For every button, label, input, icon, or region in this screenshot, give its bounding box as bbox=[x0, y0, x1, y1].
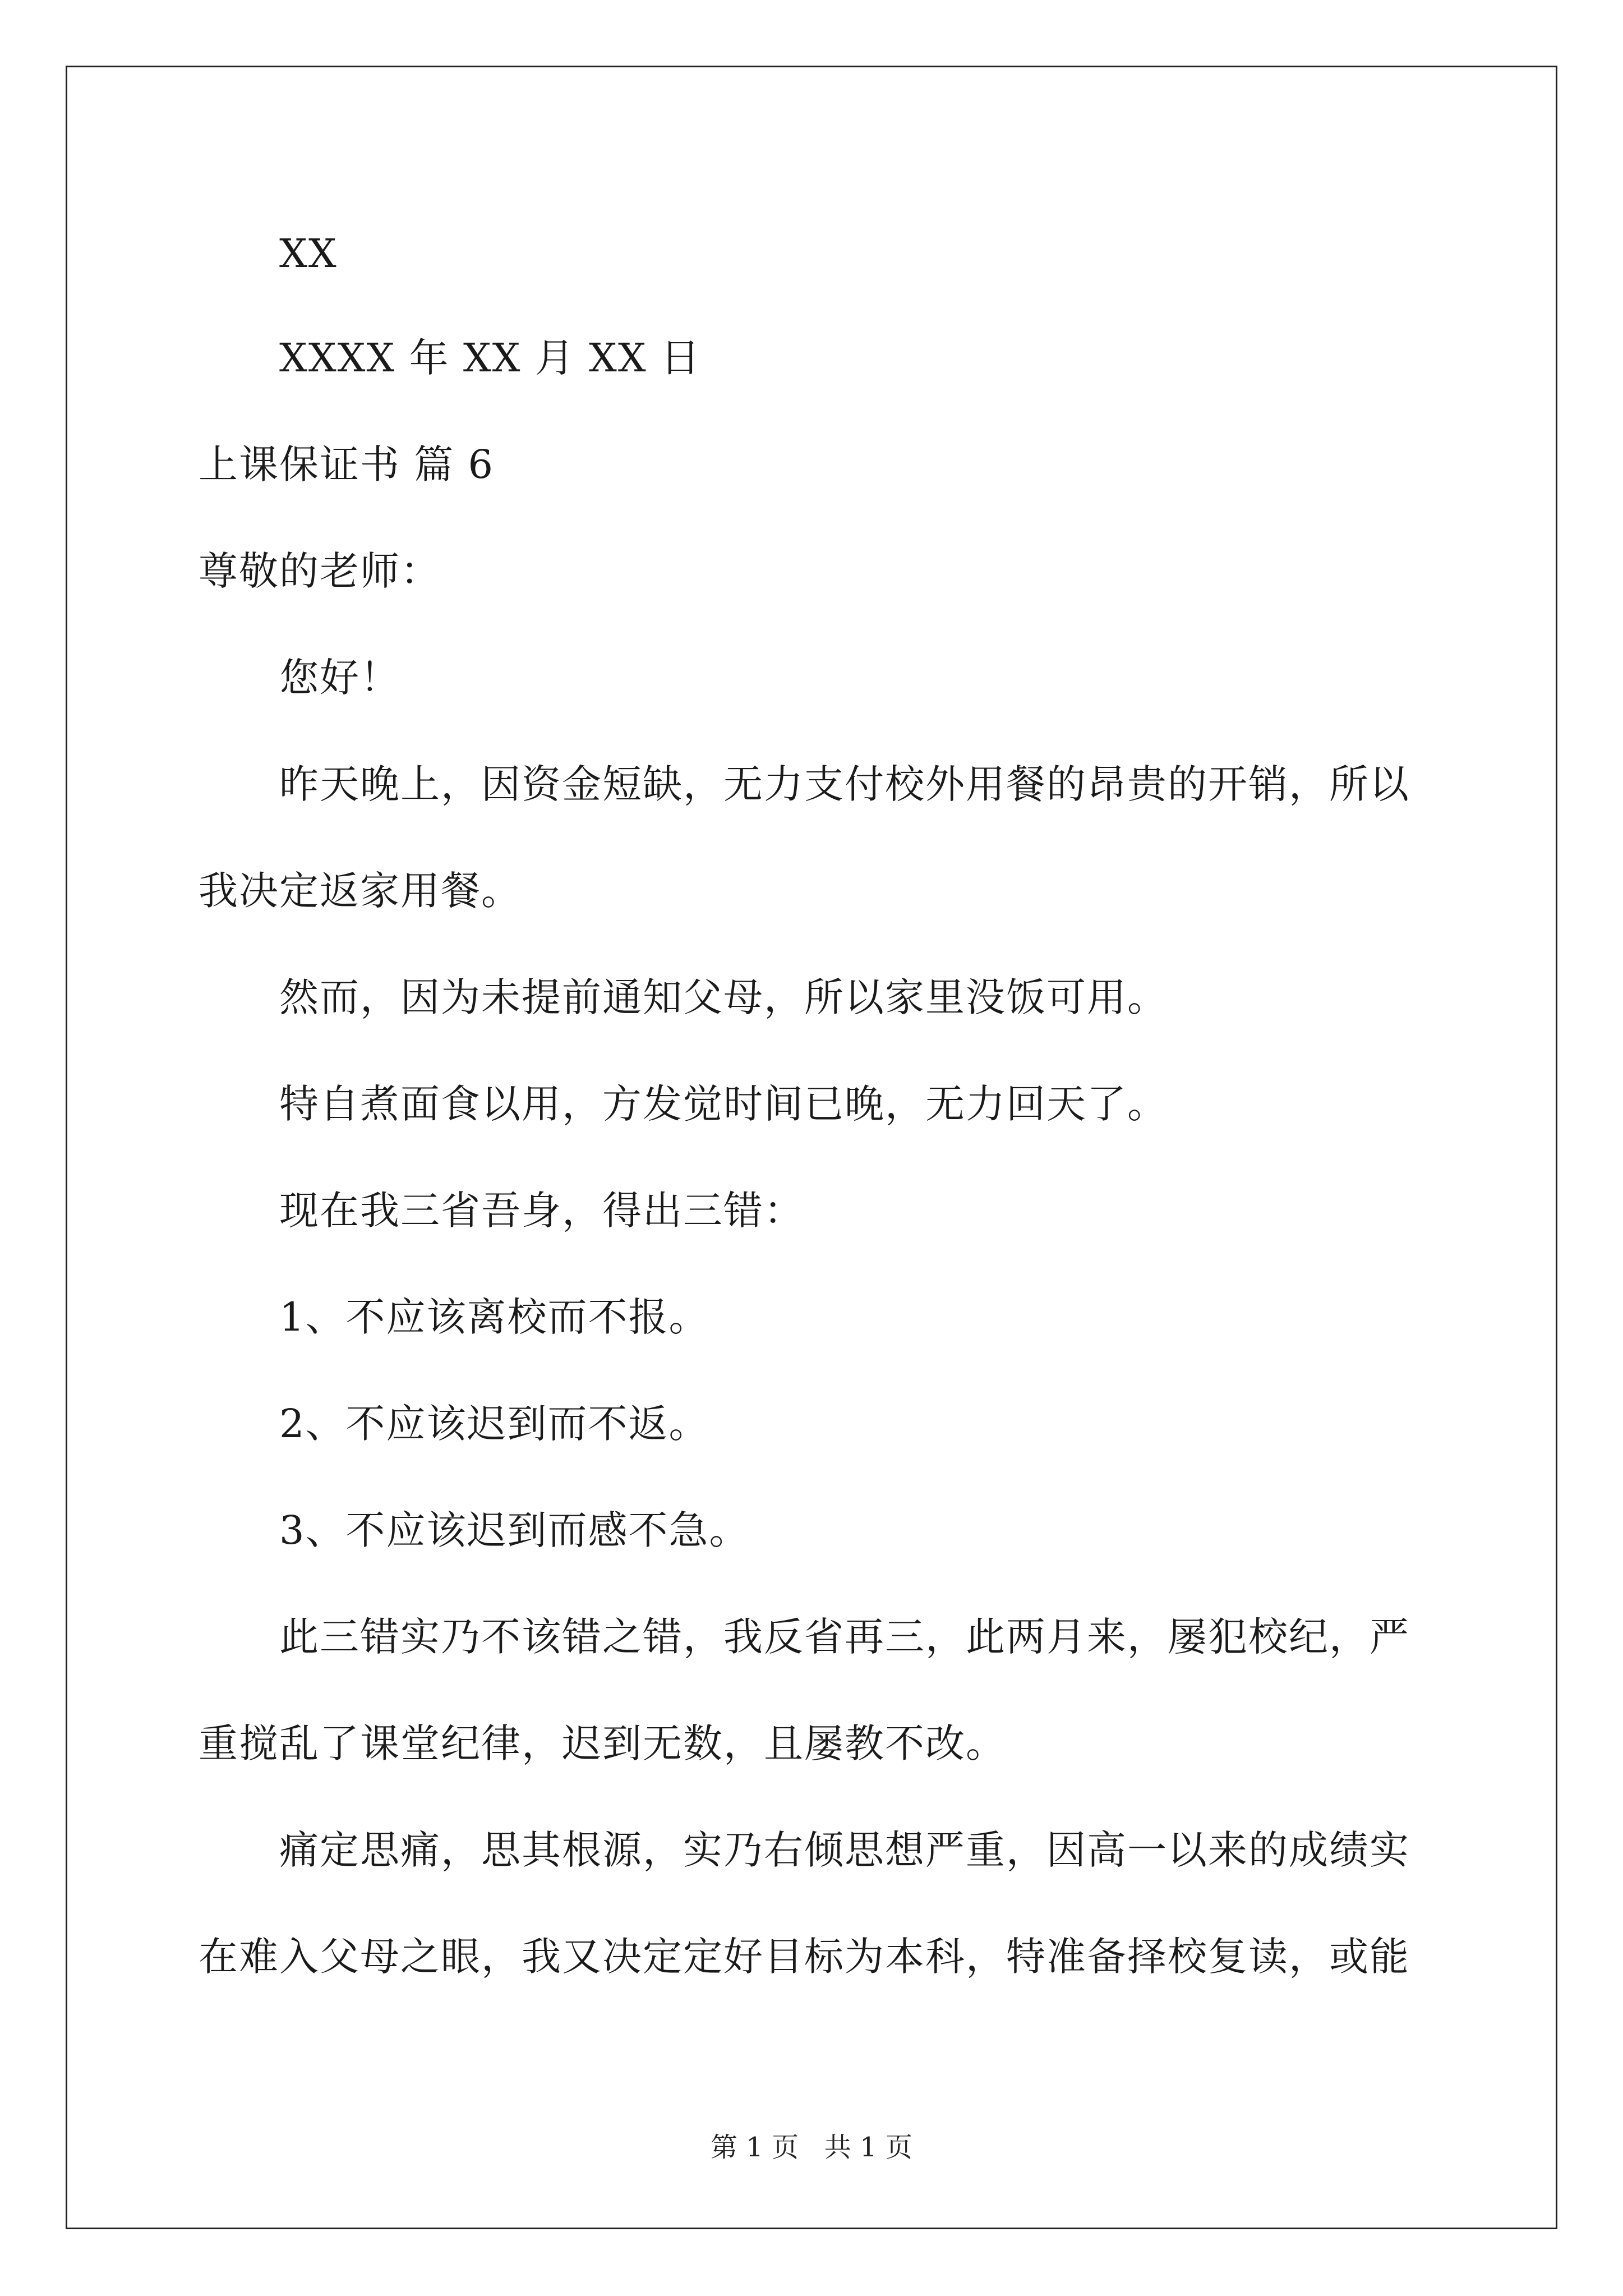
section-title: 上课保证书 篇 6 bbox=[199, 441, 495, 487]
paragraph-line: 昨天晚上，因资金短缺，无力支付校外用餐的昂贵的开销，所以 bbox=[279, 761, 1410, 807]
greeting: 您好！ bbox=[279, 655, 400, 701]
paragraph-line: 此三错实乃不该错之错，我反省再三，此两月来，屡犯校纪，严 bbox=[279, 1614, 1410, 1660]
paragraph-line: 然而，因为未提前通知父母，所以家里没饭可用。 bbox=[279, 974, 1168, 1020]
signature-name: XX bbox=[279, 231, 338, 277]
list-item: 2、不应该迟到而不返。 bbox=[279, 1401, 709, 1447]
page-border bbox=[66, 66, 1557, 2229]
paragraph-line: 现在我三省吾身，得出三错： bbox=[279, 1188, 804, 1234]
paragraph-line: 在难入父母之眼，我又决定定好目标为本科，特准备择校复读，或能 bbox=[199, 1934, 1410, 1980]
paragraph-line: 特自煮面食以用，方发觉时间已晚，无力回天了。 bbox=[279, 1081, 1168, 1127]
paragraph-line: 痛定思痛，思其根源，实乃右倾思想严重，因高一以来的成绩实 bbox=[279, 1827, 1410, 1873]
paragraph-line: 重搅乱了课堂纪律，迟到无数，且屡教不改。 bbox=[199, 1720, 1006, 1766]
signature-date: XXXX 年 XX 月 XX 日 bbox=[279, 335, 701, 381]
list-item: 1、不应该离校而不报。 bbox=[279, 1294, 709, 1340]
salutation: 尊敬的老师： bbox=[199, 548, 441, 594]
page-footer bbox=[0, 2131, 1623, 2164]
list-item: 3、不应该迟到而感不急。 bbox=[279, 1507, 750, 1553]
page-number: 第 1 页 bbox=[711, 2132, 799, 2163]
page-total: 共 1 页 bbox=[824, 2132, 912, 2163]
paragraph-line: 我决定返家用餐。 bbox=[199, 868, 522, 914]
